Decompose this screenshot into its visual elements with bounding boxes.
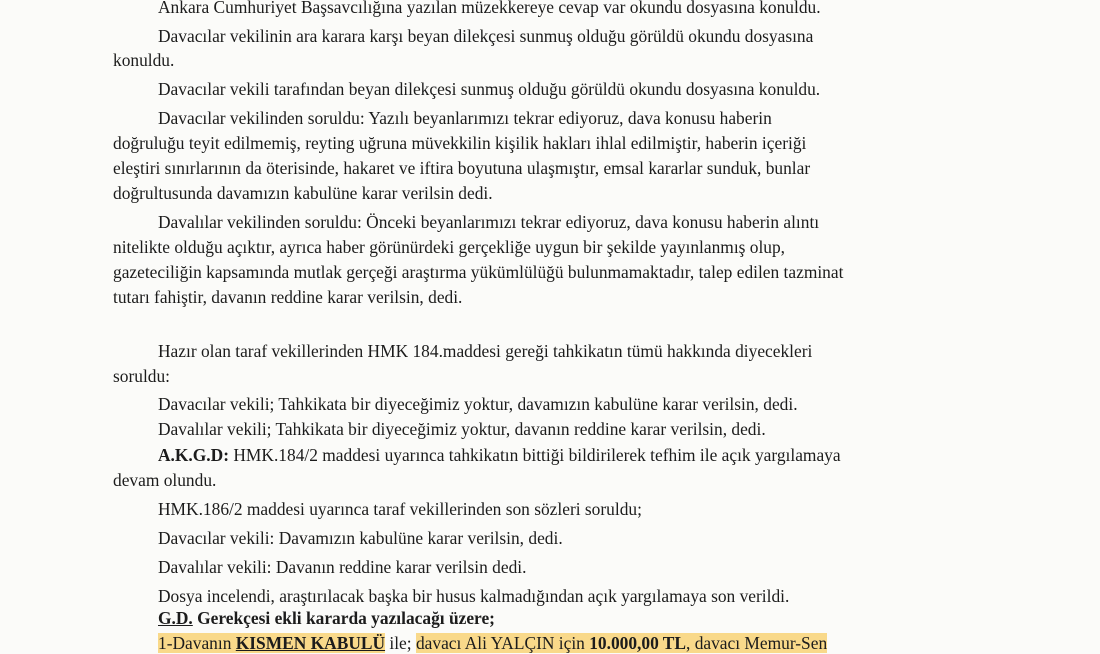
verdict-kabul: KISMEN KABULÜ bbox=[235, 633, 386, 653]
verdict-prefix: 1-Davanın bbox=[158, 633, 236, 653]
paragraph-line: nitelikte olduğu açıktır, ayrıca haber görünürdeki gerçekliğe uygun bir şekilde yayınlanmış olup, bbox=[113, 237, 786, 257]
paragraph-line: devam olundu. bbox=[113, 470, 217, 490]
paragraph-line: Hazır olan taraf vekillerinden HMK 184.maddesi gereği tahkikatın tümü hakkında diyecekleri bbox=[158, 341, 813, 361]
akgd-label: A.K.G.D: bbox=[158, 445, 230, 465]
akgd-line bbox=[158, 444, 841, 466]
gd-text: Gerekçesi ekli kararda yazılacağı üzere; bbox=[192, 608, 495, 628]
verdict-suffix: , davacı Memur-Sen bbox=[686, 633, 828, 653]
paragraph-line: Davacılar vekili tarafından beyan dilekçesi sunmuş olduğu görüldü okundu dosyasına konuldu. bbox=[158, 79, 821, 99]
paragraph-line: tutarı fahiştir, davanın reddine karar verilsin, dedi. bbox=[113, 287, 463, 307]
paragraph-line: Davalılar vekili: Davanın reddine karar verilsin dedi. bbox=[158, 557, 527, 577]
paragraph-line: konuldu. bbox=[113, 50, 175, 70]
verdict-middle: ile; bbox=[385, 633, 416, 653]
paragraph-line: Davacılar vekili: Davamızın kabulüne karar verilsin, dedi. bbox=[158, 528, 563, 548]
paragraph-line: Davacılar vekilinin ara karara karşı beyan dilekçesi sunmuş olduğu görüldü okundu dosyasına bbox=[158, 26, 814, 46]
akgd-text: HMK.184/2 maddesi uyarınca tahkikatın bittiği bildirilerek tefhim ile açık yargılamaya bbox=[233, 445, 841, 465]
paragraph-line: doğruluğu teyit edilmemiş, reyting uğruna müvekkilin kişilik hakları ihlal edilmiştir, haberin içeriği bbox=[113, 133, 807, 153]
verdict-line bbox=[158, 632, 827, 654]
verdict-amount: 10.000,00 TL bbox=[589, 633, 686, 653]
paragraph-line: Davalılar vekili; Tahkikata bir diyeceğimiz yoktur, davanın reddine karar verilsin, dedi. bbox=[158, 419, 766, 439]
gd-label: G.D. bbox=[158, 608, 193, 628]
verdict-davaci: davacı Ali YALÇIN için bbox=[415, 633, 590, 653]
paragraph-line: doğrultusunda davamızın kabulüne karar verilsin dedi. bbox=[113, 183, 493, 203]
paragraph-line: Davacılar vekilinden soruldu: Yazılı beyanlarımızı tekrar ediyoruz, dava konusu haberin bbox=[158, 108, 772, 128]
paragraph-line: HMK.186/2 maddesi uyarınca taraf vekillerinden son sözleri soruldu; bbox=[158, 499, 642, 519]
paragraph-line: Ankara Cumhuriyet Başsavcılığına yazılan müzekkereye cevap var okundu dosyasına konuldu. bbox=[158, 0, 821, 17]
paragraph-line: Davacılar vekili; Tahkikata bir diyeceğimiz yoktur, davamızın kabulüne karar verilsin, dedi. bbox=[158, 394, 798, 414]
paragraph-line: gazeteciliğin kapsamında mutlak gerçeği araştırma yükümlülüğü bulunmamaktadır, talep edilen tazminat bbox=[113, 262, 844, 282]
paragraph-line: Davalılar vekilinden soruldu: Önceki beyanlarımızı tekrar ediyoruz, dava konusu haberin alıntı bbox=[158, 212, 820, 232]
gd-line bbox=[158, 607, 495, 629]
paragraph-line: Dosya incelendi, araştırılacak başka bir husus kalmadığından açık yargılamaya son verildi. bbox=[158, 586, 790, 606]
paragraph-line: soruldu: bbox=[113, 366, 171, 386]
paragraph-line: eleştiri sınırlarının da öterisinde, hakaret ve iftira boyutuna ulaşmıştır, emsal kararlar sunduk, bunlar bbox=[113, 158, 811, 178]
